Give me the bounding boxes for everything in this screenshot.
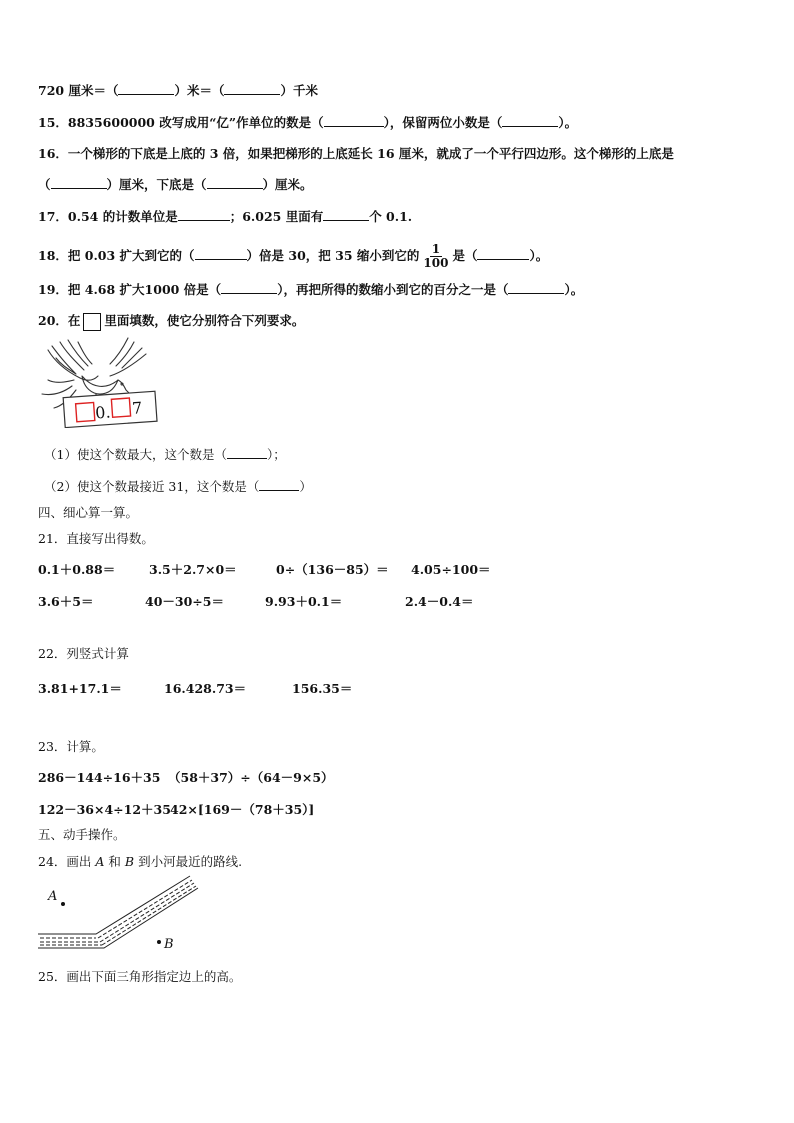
expression: 3.6＋5＝ [38, 594, 94, 609]
question-24: 24．画出 A 和 B 到小河最近的路线. [38, 854, 243, 869]
sign-digit-seven: 7 [131, 398, 143, 418]
answer-blank[interactable] [324, 114, 384, 127]
section-4-heading: 四、细心算一算。 [38, 505, 139, 520]
answer-blank[interactable] [323, 208, 369, 221]
expression: 40－30÷5＝ [145, 594, 224, 609]
river-diagram [36, 872, 256, 958]
expression: 286－144÷16＋35 [38, 770, 161, 785]
answer-blank[interactable] [178, 208, 230, 221]
question-16-line-2: （ ）厘米，下底是（ ）厘米。 [38, 177, 313, 192]
expression: 3.81+17.1＝ [38, 681, 122, 696]
answer-blank[interactable] [508, 281, 564, 294]
bird-with-sign-illustration [34, 336, 164, 428]
answer-blank[interactable] [224, 82, 280, 95]
expression: 122－36×4÷12＋35 [38, 802, 171, 817]
sign-decimal: 0. [94, 402, 112, 423]
square-box-icon [83, 313, 101, 331]
question-16-line-1: 16．一个梯形的下底是上底的 3 倍，如果把梯形的上底延长 16 厘米，就成了一个平行四边形。这个梯形的上底是 [38, 146, 674, 161]
question-14: 720 厘米＝（ ）米＝（ ）千米 [38, 83, 318, 98]
answer-blank[interactable] [118, 82, 174, 95]
question-20-part-2: （2）使这个数最接近 31，这个数是（ ） [44, 479, 312, 494]
answer-blank[interactable] [502, 114, 558, 127]
question-25: 25．画出下面三角形指定边上的高。 [38, 969, 242, 984]
question-18: 18．把 0.03 扩大到它的（ ）倍是 30，把 35 缩小到它的 $\frac{1}{100}$ 是（ ）。 [38, 242, 549, 270]
expression: 2.4－0.4＝ [405, 594, 474, 609]
answer-blank[interactable] [221, 281, 277, 294]
point-a-icon [61, 902, 65, 906]
expression: 0.1＋0.88＝ [38, 562, 116, 577]
answer-blank[interactable] [259, 478, 299, 491]
answer-blank[interactable] [227, 446, 267, 459]
answer-blank[interactable] [195, 247, 247, 260]
fraction-one-hundredth: $\frac{1}{100}$ [423, 242, 449, 270]
question-22-title: 22．列竖式计算 [38, 646, 129, 661]
section-5-heading: 五、动手操作。 [38, 827, 126, 842]
question-17: 17．0.54 的计数单位是 ；6.025 里面有 个 0.1. [38, 209, 413, 224]
expression: 3.5＋2.7×0＝ [149, 562, 237, 577]
question-20: 20．在 里面填数，使它分别符合下列要求。 [38, 312, 304, 331]
expression: 4.05÷100＝ [411, 562, 491, 577]
point-a-label: A [48, 889, 58, 904]
answer-blank[interactable] [207, 176, 263, 189]
question-21-title: 21．直接写出得数。 [38, 531, 154, 546]
expression: 156.35＝ [292, 681, 353, 696]
question-19: 19．把 4.68 扩大1000 倍是（ ），再把所得的数缩小到它的百分之一是（ ）。 [38, 282, 584, 297]
question-15: 15．8835600000 改写成用“亿”作单位的数是（ ），保留两位小数是（ ）。 [38, 115, 578, 130]
expression: （58＋37）÷（64－9×5） [168, 770, 334, 785]
point-b-icon [157, 940, 161, 944]
question-23-title: 23．计算。 [38, 739, 104, 754]
expression: 0÷（136－85）＝ [276, 562, 389, 577]
question-20-part-1: （1）使这个数最大，这个数是（ ）； [44, 447, 286, 462]
expression: 16.428.73＝ [164, 681, 247, 696]
point-b-label: B [164, 937, 174, 952]
expression: 42×[169－（78＋35）] [170, 802, 315, 817]
expression: 9.93＋0.1＝ [265, 594, 343, 609]
answer-blank[interactable] [477, 247, 529, 260]
answer-blank[interactable] [51, 176, 107, 189]
